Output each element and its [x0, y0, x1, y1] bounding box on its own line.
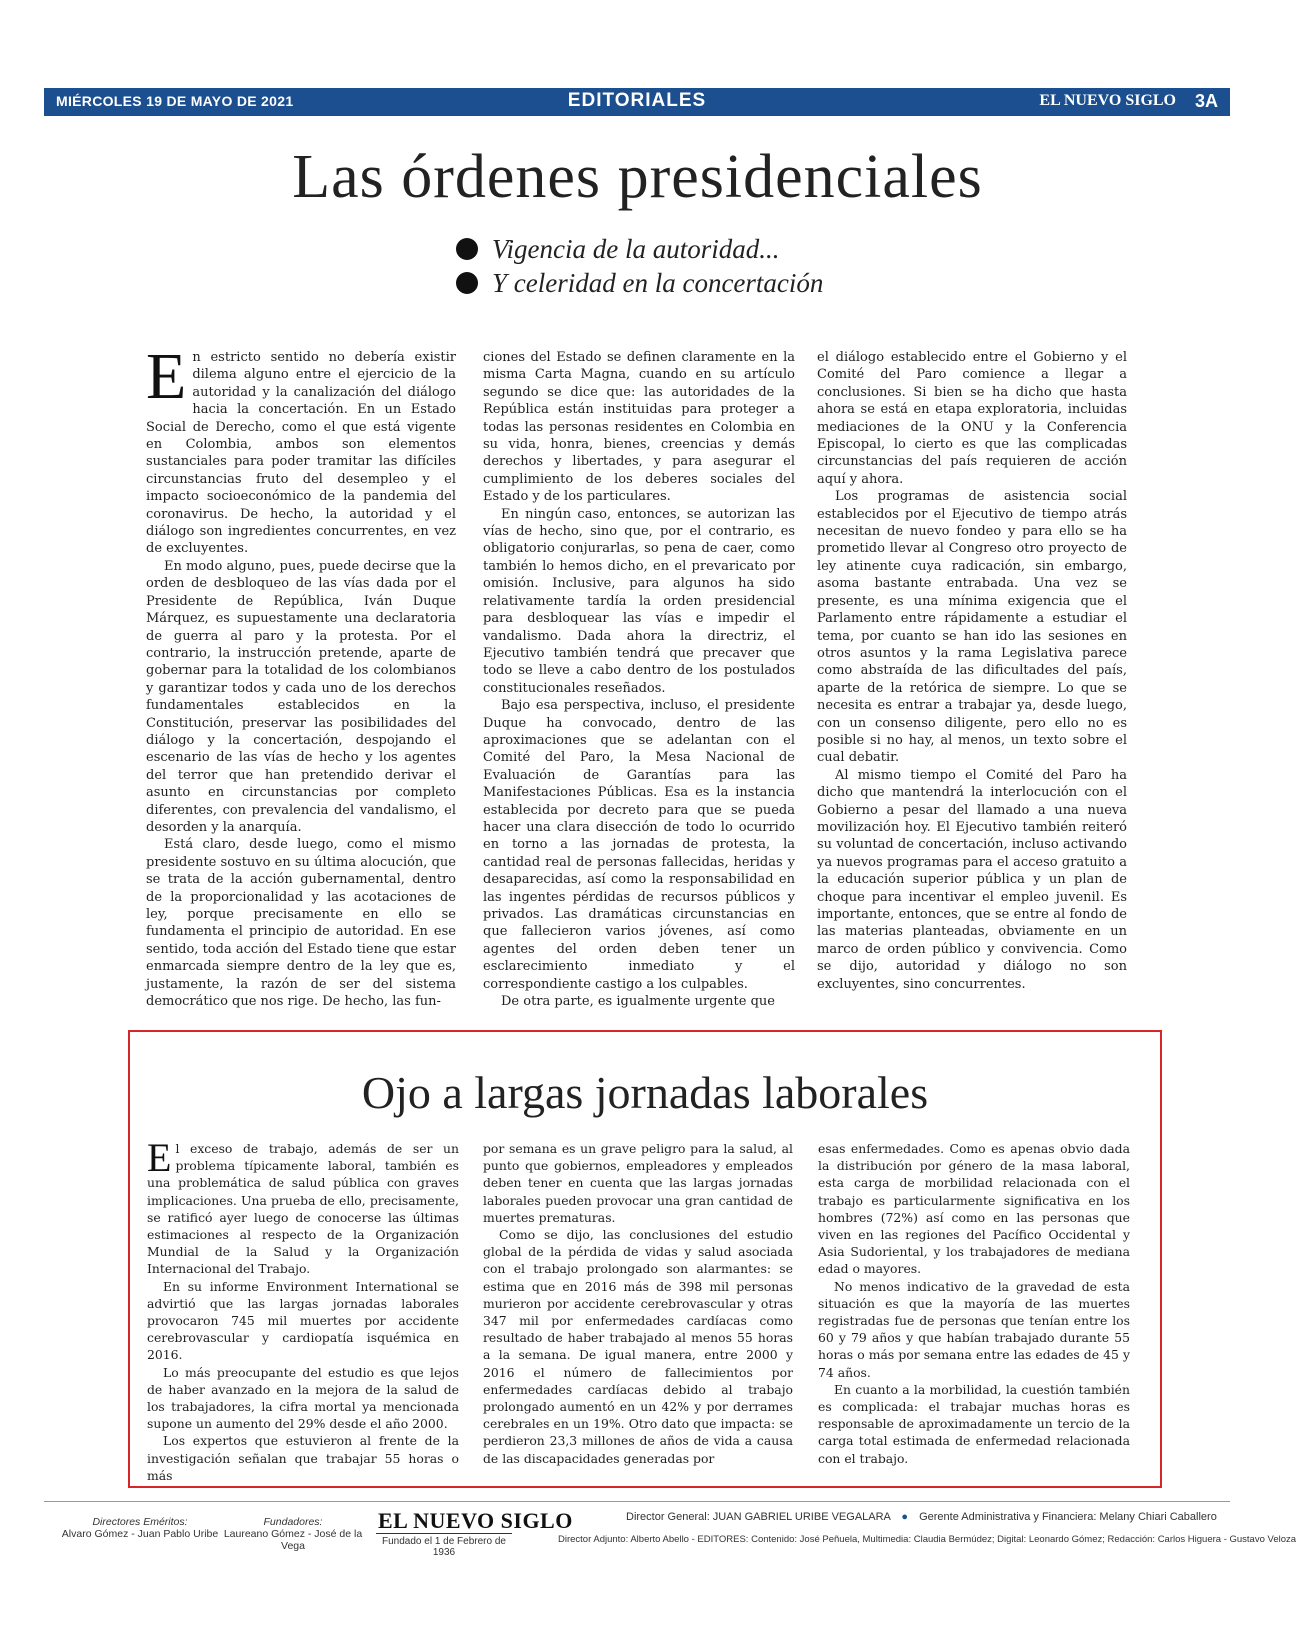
editorial-subheads [456, 232, 823, 300]
paragraph: Como se dijo, las conclusiones del estudio global de la pérdida de vidas y salud asociada con el trabajo prolongado son alarmantes: se estima que en 2016 más de 398 mil personas murieron por accidente cerebrovascular y otras 347 mil por enfermedades cardíacas como resultado de haber trabajado al menos 55 horas a la semana. De igual manera, entre 2000 y 2016 el número de fallecimientos por enfermedades cardíacas debido al trabajo prolongado aumentó en un 42% y por derrames cerebrales en un 19%. Otro dato que impacta: se perdieron 23,3 millones de años de vida a causa de las discapacidades generadas por [483, 1227, 793, 1466]
editorial2-column-3 [818, 1140, 1130, 1467]
paragraph: Está claro, desde luego, como el mismo presidente sostuvo en su última alocución, que se trata de la acción gubernamental, dentro de la proporcionalidad y las acotaciones de ley, porque precisamente en ello se fundamenta el principio de autoridad. En ese sentido, toda acción del Estado tiene que estar enmarcada siempre dentro de la ley que es, justamente, la razón de ser del sistema democrático que nos rige. De hecho, las fun- [146, 837, 456, 1010]
subhead-1-text: Vigencia de la autoridad... [492, 233, 780, 264]
fundadores-label: Fundadores: [263, 1516, 323, 1528]
second-editorial-title: Ojo a largas jornadas laborales [361, 1067, 929, 1118]
paragraph: No menos indicativo de la gravedad de esta situación es que la mayoría de las muertes registradas fue de personas que tenían entre los 60 y 79 años y que habían trabajado durante 55 horas o más por semana entre las edades de 45 y 74 años. [818, 1278, 1130, 1380]
fundadores-names: Laureano Gómez - José de la Vega [223, 1528, 363, 1552]
dropcap: E [147, 1135, 172, 1180]
paragraph: Los programas de asistencia social establecidos por el Ejecutivo de tiempo atrás necesitan de nuevo fondeo y para ello se ha prometido llevar al Congreso otro proyecto de ley atinente cuya radicación, sin embargo, asoma bastante entrabada. Una vez se presente, es una mínima exigencia que el Parlamento entre rápidamente a estudiar el tema, por cuanto se han ido las sesiones en otros asuntos y la rama Legislativa parece como abstraída de las dificultades del país, aparte de la retórica de siempre. Lo que se necesita es entrar a trabajar ya, desde luego, con un consenso diligente, pero ello no es posible si no hay, al menos, un texto sobre el cual debatir. [817, 489, 1127, 766]
footer-staff: Director Adjunto: Alberto Abello - EDITORES: Contenido: José Peñuela, Multimedia: Claudia Bermúdez; Digital: Leonardo Gómez; Redacción: Carlos Higuera - Gustavo Veloza [558, 1534, 1296, 1545]
paper-name: EL NUEVO SIGLO [1039, 92, 1176, 109]
bullet-icon [456, 238, 478, 260]
paragraph: por semana es un grave peligro para la salud, al punto que gobiernos, empleadores y empleados deben tener en cuenta que las largas jornadas laborales pueden provocar una gran cantidad de muertes prematuras. [483, 1141, 793, 1225]
directores-names: Alvaro Gómez - Juan Pablo Uribe [61, 1528, 219, 1540]
paragraph: ciones del Estado se definen claramente en la misma Carta Magna, cuando en su artículo segundo se dice que: las autoridades de la República están instituidas para proteger a todas las personas residentes en Colombia en su vida, honra, bienes, creencias y demás derechos y libertades, y para asegurar el cumplimiento de los deberes sociales del Estado y de los particulares. [483, 350, 795, 505]
paragraph: En modo alguno, pues, puede decirse que la orden de desbloqueo de las vías dada por el Presidente de República, Iván Duque Márquez, es supuestamente una declaratoria de guerra al paro y la protesta. Por el contrario, la instrucción pretende, aparte de gobernar para la totalidad de los colombianos y garantizar todos y cada uno de los derechos fundamentales establecidos en la Constitución, preservar las posibilidades del diálogo y la concertación, despojando el escenario de las vías de hecho y los agentes del terror que han pretendido derivar el asunto en circunstancias por completo diferentes, con prevalencia del vandalismo, el desorden y la anarquía. [146, 558, 456, 835]
editorial1-column-1 [146, 340, 456, 1010]
section-name: EDITORIALES [567, 90, 707, 111]
editorial1-column-3 [817, 349, 1127, 992]
subhead-2-text: Y celeridad en la concertación [492, 267, 824, 298]
editorial-title: Las órdenes presidenciales [292, 143, 983, 211]
director-general: Director General: JUAN GABRIEL URIBE VEGALARA [626, 1511, 891, 1523]
gerente: Gerente Administrativa y Financiera: Melany Chiari Caballero [919, 1511, 1217, 1523]
editorial2-column-2 [483, 1140, 793, 1467]
paragraph: esas enfermedades. Como es apenas obvio dada la distribución por género de la masa laboral, esta carga de morbilidad relacionada con el trabajo es particularmente significativa en los hombres (72%) así como en las personas que viven en las regiones del Pacífico Occidental y Asia Sudoriental, y los trabajadores de mediana edad o mayores. [818, 1141, 1130, 1277]
footer-founded: Fundado el 1 de Febrero de 1936 [376, 1533, 512, 1558]
footer-divider [44, 1501, 1230, 1502]
paragraph: Al mismo tiempo el Comité del Paro ha dicho que mantendrá la interlocución con el Gobierno a pesar del llamado a una nueva movilización hoy. El Ejecutivo también reiteró su voluntad de concertación, incluso activando ya nuevos programas para el acceso gratuito a la educación superior pública y un plan de choque para incentivar el empleo juvenil. Es importante, entonces, que se entre al fondo de las materias planteadas, obviamente en un marco de orden público y convivencia. Como se dijo, autoridad y diálogo no son excluyentes, sino concurrentes. [817, 767, 1127, 992]
paragraph: En su informe Environment International se advirtió que las largas jornadas laborales provocaron 745 mil muertes por accidente cerebrovascular y cardiopatía isquémica en 2016. [147, 1278, 459, 1363]
footer-director-general [626, 1511, 1217, 1523]
page-number: 3A [1194, 91, 1218, 111]
editorial1-column-2 [483, 349, 795, 1010]
footer-logo: EL NUEVO SIGLO [378, 1508, 573, 1533]
subhead-2 [456, 266, 823, 300]
paragraph: Bajo esa perspectiva, incluso, el presidente Duque ha convocado, dentro de las aproximaciones que se adelantan con el Comité del Paro, la Mesa Nacional de Evaluación de Garantías para las Manifestaciones Públicas. Esa es la instancia establecida por decreto para que se pueda hacer una clara disección de todo lo ocurrido en torno a las jornadas de protesta, la cantidad real de personas fallecidas, heridas y desaparecidas, así como la responsabilidad en las ingentes pérdidas de recursos públicos y privados. Las dramáticas circunstancias en que fallecieron varios jóvenes, así como agentes del orden deben tener un esclarecimiento inmediato y el correspondiente castigo a los culpables. [483, 698, 795, 992]
paragraph: n estricto sentido no debería existir dilema alguno entre el ejercicio de la autoridad y la canalización del diálogo hacia la concertación. En un Estado Social de Derecho, como el que está vigente en Colombia, ambos son elementos sustanciales para poder tramitar las difíciles circunstancias fruto del desempleo y el impacto socioeconómico de la pandemia del coronavirus. De hecho, la autoridad y el diálogo son ingredientes concurrentes, en vez de excluyentes. [146, 350, 456, 557]
bullet-icon [456, 272, 478, 294]
subhead-1 [456, 232, 823, 266]
directores-label: Directores Eméritos: [92, 1516, 188, 1528]
paragraph: Los expertos que estuvieron al frente de la investigación señalan que trabajar 55 horas o más [147, 1433, 459, 1483]
editorial2-column-1 [147, 1135, 459, 1484]
header-bar [44, 88, 1230, 116]
paragraph: De otra parte, es igualmente urgente que [501, 994, 775, 1010]
paragraph: En ningún caso, entonces, se autorizan las vías de hecho, sino que, por el contrario, es obligatorio conjurarlas, so pena de caer, como también lo hemos dicho, en el prevaricato por omisión. Inclusive, para algunos ha sido relativamente tardía la orden presidencial para desbloquear las vías e impedir el vandalismo. Dada ahora la directriz, el Ejecutivo también tendrá que precaver que todo se lleve a cabo dentro de los postulados constitucionales reseñados. [483, 506, 795, 696]
issue-date: MIÉRCOLES 19 DE MAYO DE 2021 [56, 93, 294, 109]
separator-dot-icon: ● [901, 1511, 909, 1523]
footer-directores [61, 1516, 219, 1540]
footer-fundadores [218, 1516, 368, 1552]
second-editorial-box [128, 1030, 1162, 1488]
paragraph: Lo más preocupante del estudio es que lejos de haber avanzado en la mejora de la salud de los trabajadores, la cifra mortal ya mencionada supone un aumento del 29% desde el año 2000. [147, 1364, 459, 1432]
paragraph: En cuanto a la morbilidad, la cuestión también es complicada: el trabajar muchas horas es responsable de aproximadamente un tercio de la carga total estimada de enfermedad relacionada con el trabajo. [818, 1381, 1130, 1466]
paragraph: l exceso de trabajo, además de ser un problema típicamente laboral, también es una problemática de salud pública con graves implicaciones. Una prueba de ello, precisamente, se ratificó ayer luego de conocerse las últimas estimaciones al respecto de la Organización Mundial de la Salud y la Organización Internacional del Trabajo. [147, 1141, 459, 1277]
dropcap: E [146, 340, 187, 413]
paragraph: el diálogo establecido entre el Gobierno y el Comité del Paro comience a llegar a conclusiones. Si bien se ha dicho que hasta ahora se está en etapa exploratoria, incluidas mediaciones de la ONU y la Conferencia Episcopal, lo cierto es que las complicadas circunstancias del país requieren de acción aquí y ahora. [817, 350, 1127, 487]
